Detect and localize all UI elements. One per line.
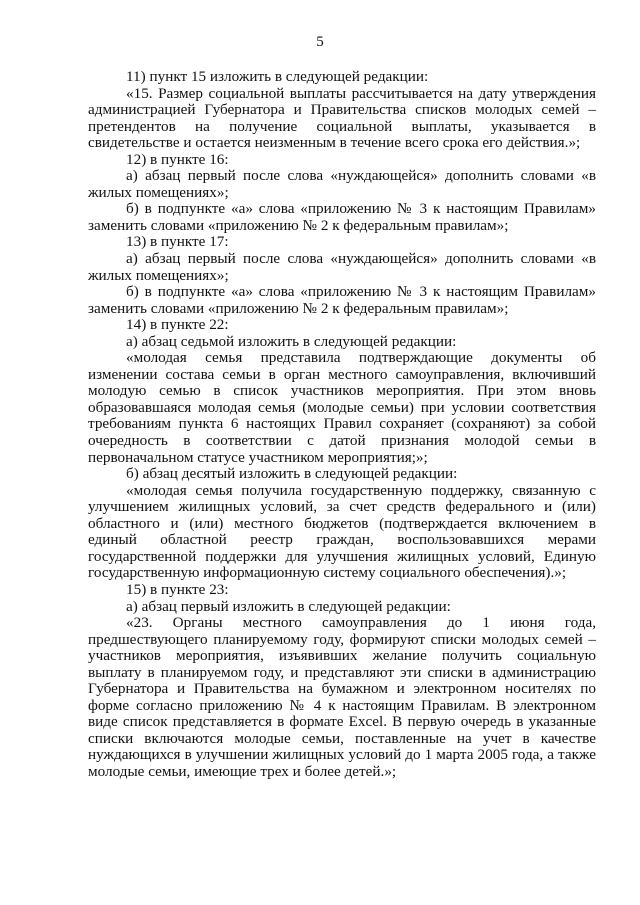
paragraph-item-13: 13) в пункте 17:	[126, 233, 229, 251]
document-body	[88, 69, 596, 781]
paragraph-quote-14b: «молодая семья получила государственную поддержку, связанную с улучшением жилищных условий, за счет средств федерального и (или) областного и (или) местного бюджетов (подтверждается включением в единый областной реестр граждан, воспользовавшихся мерами государственной поддержки для улучшения жилищных условий, Единую государственную информационную систему социального обеспечения).»;	[88, 481, 596, 582]
paragraph-item-14a: а) абзац седьмой изложить в следующей редакции:	[126, 332, 457, 350]
paragraph-item-12b: б) в подпункте «а» слова «приложению № 3 к настоящим Правилам» заменить словами «приложению № 2 к федеральным правилам»;	[88, 200, 596, 234]
paragraph-item-12: 12) в пункте 16:	[126, 150, 229, 168]
paragraph-item-14b: б) абзац десятый изложить в следующей редакции:	[126, 465, 458, 483]
paragraph-item-13a: а) абзац первый после слова «нуждающейся» дополнить словами «в жилых помещениях»;	[88, 250, 596, 284]
paragraph-item-15: 15) в пункте 23:	[126, 580, 229, 598]
paragraph-quote-15: «15. Размер социальной выплаты рассчитывается на дату утверждения администрацией Губернатора и Правительства списков молодых семей – претендентов на получение социальной выплаты, указывается в свидетельстве и остается неизменным в течение всего срока его действия.»;	[88, 84, 596, 152]
paragraph-item-15a: а) абзац первый изложить в следующей редакции:	[126, 597, 451, 615]
page-number: 5	[316, 34, 324, 50]
paragraph-item-14: 14) в пункте 22:	[126, 316, 229, 334]
paragraph-item-12a: а) абзац первый после слова «нуждающейся» дополнить словами «в жилых помещениях»;	[88, 167, 596, 201]
paragraph-item-13b: б) в подпункте «а» слова «приложению № 3 к настоящим Правилам» заменить словами «приложению № 2 к федеральным правилам»;	[88, 283, 596, 317]
paragraph-quote-14a: «молодая семья представила подтверждающие документы об изменении состава семьи в орган местного самоуправления, включивший молодую семью в список участников мероприятия. При этом вновь образовавшаяся молодая семья (молодые семьи) при условии соответствия требованиям пункта 6 настоящих Правил сохраняет (сохраняют) за собой очередность в соответствии с датой признания молодой семьи в первоначальном статусе участником мероприятия;»;	[88, 349, 596, 466]
paragraph-item-11: 11) пункт 15 изложить в следующей редакции:	[126, 68, 429, 85]
paragraph-quote-23: «23. Органы местного самоуправления до 1 июня года, предшествующего планируемому году, формируют списки молодых семей – участников мероприятия, изъявивших желание получить социальную выплату в планируемом году, и представляют эти списки в администрацию Губернатора и Правительства на бумажном и электронном носителях по форме согласно приложению № 4 к настоящим Правилам. В электронном виде список представляется в формате Excel. В первую очередь в указанные списки включаются молодые семьи, поставленные на учет в качестве нуждающихся в улучшении жилищных условий до 1 марта 2005 года, а также молодые семьи, имеющие трех и более детей.»;	[88, 614, 596, 780]
